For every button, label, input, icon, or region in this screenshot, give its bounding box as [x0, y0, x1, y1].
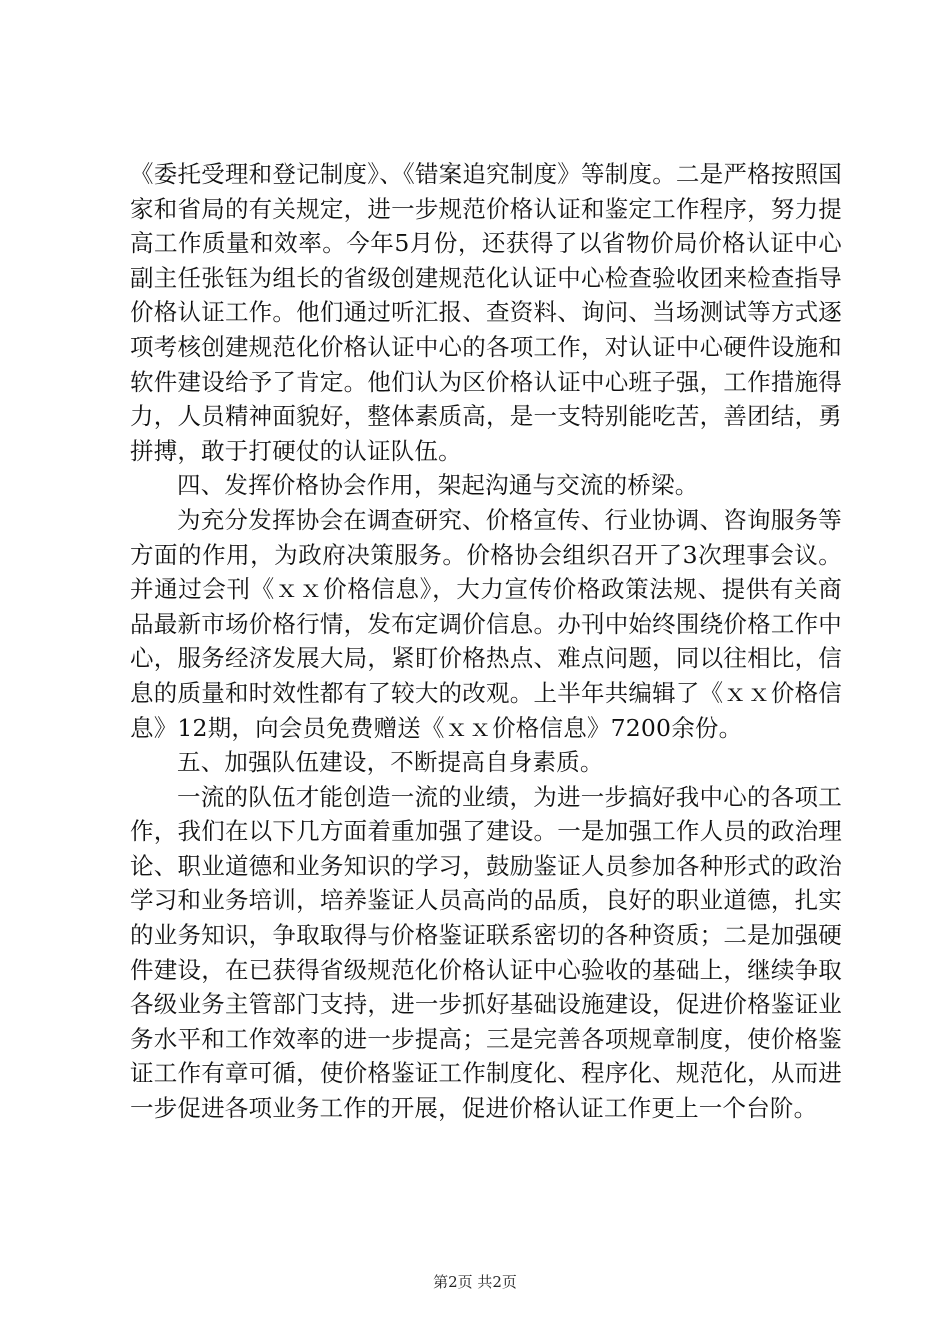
paragraph-price-association: 为充分发挥协会在调查研究、价格宣传、行业协调、咨询服务等方面的作用，为政府决策服务。价格协会组织召开了3次理事会议。并通过会刊《ｘｘ价格信息》，大力宣传价格政策法规、提供有关商品最新市场价格行情，发布定调价信息。办刊中始终围绕价格工作中心，服务经济发展大局，紧盯价格热点、难点问题，同以往相比，信息的质量和时效性都有了较大的改观。上半年共编辑了《ｘｘ价格信息》12期，向会员免费赠送《ｘｘ价格信息》7200余份。: [130, 505, 842, 742]
page-number-footer: 第2页 共2页: [433, 1273, 517, 1291]
section-heading-four: 四、发挥价格协会作用，架起沟通与交流的桥梁。: [177, 471, 699, 500]
section-heading-five: 五、加强队伍建设，不断提高自身素质。: [177, 748, 604, 777]
document-body: [130, 157, 842, 1126]
paragraph-team-building: 一流的队伍才能创造一流的业绩，为进一步搞好我中心的各项工作，我们在以下几方面着重加强了建设。一是加强工作人员的政治理论、职业道德和业务知识的学习，鼓励鉴证人员参加各种形式的政治学习和业务培训，培养鉴证人员高尚的品质，良好的职业道德，扎实的业务知识，争取取得与价格鉴证联系密切的各种资质；二是加强硬件建设，在已获得省级规范化价格认证中心验收的基础上，继续争取各级业务主管部门支持，进一步抓好基础设施建设，促进价格鉴证业务水平和工作效率的进一步提高；三是完善各项规章制度，使价格鉴证工作有章可循，使价格鉴证工作制度化、程序化、规范化，从而进一步促进各项业务工作的开展，促进价格认证工作更上一个台阶。: [130, 782, 842, 1123]
paragraph-continuation: 《委托受理和登记制度》、《错案追究制度》等制度。二是严格按照国家和省局的有关规定，进一步规范价格认证和鉴定工作程序，努力提高工作质量和效率。今年5月份，还获得了以省物价局价格认证中心副主任张钰为组长的省级创建规范化认证中心检查验收团来检查指导价格认证工作。他们通过听汇报、查资料、询问、当场测试等方式逐项考核创建规范化价格认证中心的各项工作，对认证中心硬件设施和软件建设给予了肯定。他们认为区价格认证中心班子强，工作措施得力，人员精神面貌好，整体素质高，是一支特别能吃苦，善团结，勇拼搏，敢于打硬仗的认证队伍。: [130, 160, 842, 465]
